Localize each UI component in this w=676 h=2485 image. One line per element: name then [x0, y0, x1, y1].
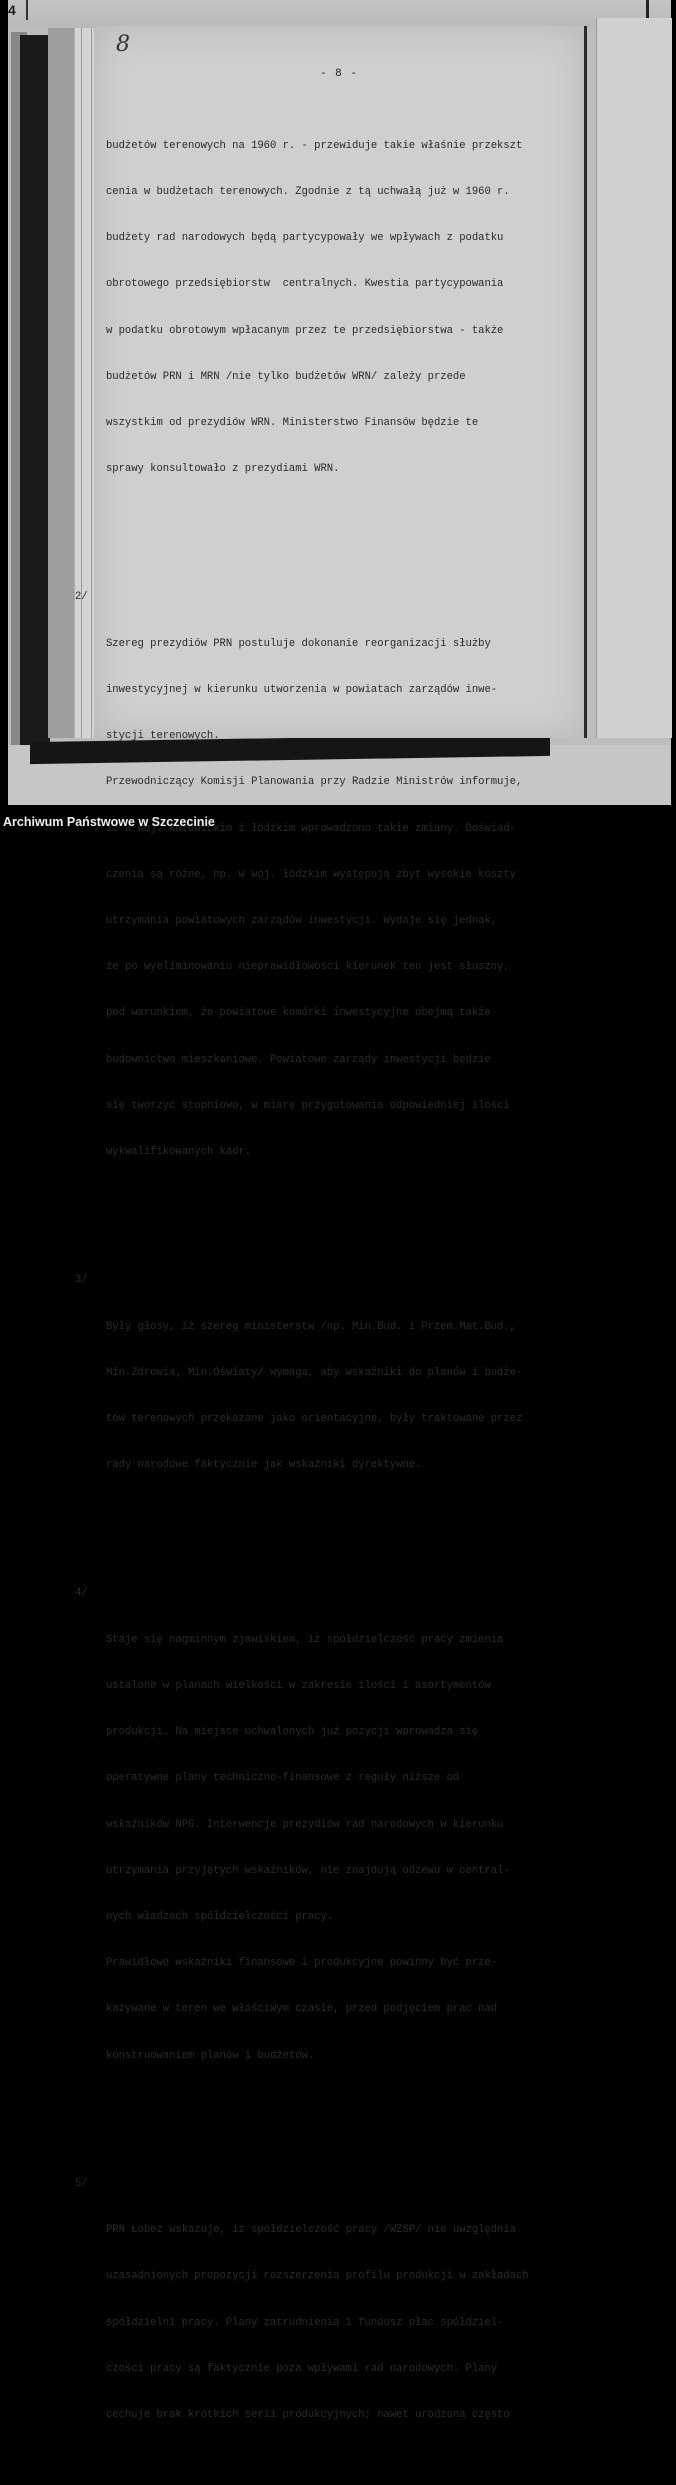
typed-page-number: - 8 - [319, 68, 358, 80]
text-line: uzasadnionych propozycji rozszerzenia profilu produkcji w zakładach [106, 2270, 529, 2283]
text-line: Szereg prezydiów PRN postuluje dokonanie reorganizacji służby [106, 637, 491, 650]
text-line: tów terenowych przekazane jako orientacyjne, były traktowane przez [106, 1412, 523, 1425]
text-line: cenia w budżetach terenowych. Zgodnie z tą uchwałą już w 1960 r. [106, 185, 510, 198]
numbered-item-5 [75, 2177, 591, 2454]
text-line: nych władzach spółdzielczości pracy. [106, 1910, 334, 1923]
item-number: 5/ [75, 2177, 88, 2190]
page-stack-edge [48, 28, 76, 738]
text-line: produkcji. Na miejsce uchwalonych już pozycji wprowadza się [106, 1726, 479, 1739]
text-line: budżetów PRN i MRN /nie tylko budżetów WRN/ zależy przede [106, 370, 466, 383]
text-line: rady narodowe faktycznie jak wskaźniki dyrektywne. [106, 1459, 422, 1472]
text-line: PRN Łobez wskazuje, iż spółdzielczość pracy /WZSP/ nie uwzględnia [106, 2224, 516, 2237]
page-edge-line [91, 28, 92, 738]
text-line: Min.Zdrowia, Min.Oświaty/ wymaga, aby wskaźniki do planów i budże- [106, 1366, 523, 1379]
frame-divider-right [646, 0, 649, 18]
text-line: Były głosy, iż szereg ministerstw /np. Min.Bud. i Przem.Mat.Bud., [106, 1320, 516, 1333]
text-line: że po wyeliminowaniu nieprawidłowości kierunek ten jest słuszny, [106, 961, 510, 974]
archive-caption: Archiwum Państwowe w Szczecinie [3, 815, 215, 829]
text-line: pod warunkiem, że powiatowe komórki inwestycyjne obejmą także [106, 1007, 491, 1020]
text-line: wykwalifikowanych kadr. [106, 1146, 252, 1159]
text-line: utrzymania przyjętych wskaźników, nie znajdują odzewu w central- [106, 1864, 510, 1877]
text-line: Staje się nagminnym zjawiskiem, iż spółdzielczość pracy zmienia [106, 1633, 504, 1646]
frame-divider-left [26, 0, 28, 20]
binding-shadow [20, 35, 50, 760]
handwritten-page-number: 8 [116, 32, 130, 57]
adjacent-page [596, 18, 672, 738]
intro-paragraph [106, 108, 591, 509]
numbered-item-3 [75, 1273, 591, 1504]
text-line: operatywne plany techniczno-finansowe z reguły niższe od [106, 1772, 460, 1785]
text-line: obrotowego przedsiębiorstw centralnych. Kwestia partycypowania [106, 278, 504, 291]
text-line: budownictwo mieszkaniowe. Powiatowe zarządy inwestycji będzie [106, 1053, 491, 1066]
text-line: spółdzielni pracy. Plany zatrudnienia i fundusz płac spółdziel- [106, 2316, 504, 2329]
text-line: czenia są różne, np. w woj. łódzkim występują zbyt wysokie koszty [106, 868, 516, 881]
text-line: konstruowaniem planów i budżetów. [106, 2049, 315, 2062]
numbered-item-2 [75, 590, 591, 1191]
text-line: w podatku obrotowym wpłacanym przez te przedsiębiorstwa - także [106, 324, 504, 337]
text-line: budżetów terenowych na 1960 r. - przewiduje takie właśnie przekszt [106, 139, 523, 152]
numbered-item-4 [75, 1586, 591, 2094]
text-line: sprawy konsultowało z prezydiami WRN. [106, 463, 340, 476]
corner-frame-number: 4 [8, 2, 16, 18]
item-number: 2/ [75, 591, 88, 604]
text-line: inwestycyjnej w kierunku utworzenia w powiatach zarządów inwe- [106, 683, 498, 696]
text-line: kazywane w teren we właściwym czasie, przed podjęciem prac nad [106, 2003, 498, 2016]
text-line: iż w woj. katowickim i łódzkim wprowadzono takie zmiany. Doświad- [106, 822, 516, 835]
document-body [75, 77, 591, 2485]
text-line: budżety rad narodowych będą partycypowały we wpływach z podatku [106, 232, 504, 245]
text-line: Przewodniczący Komisji Planowania przy Radzie Ministrów informuje, [106, 776, 523, 789]
text-line: utrzymania powiatowych zarządów inwestycji. Wydaje się jednak, [106, 914, 498, 927]
page-edge-line [81, 28, 82, 738]
text-line: stycji terenowych. [106, 730, 220, 743]
scan-top-edge [8, 0, 671, 28]
item-number: 4/ [75, 1587, 88, 1600]
text-line: się tworzyć stopniowo, w miarę przygotowania odpowiedniej ilości [106, 1099, 510, 1112]
text-line: cechuje brak krótkich serii produkcyjnych; nawet urodzona często [106, 2408, 510, 2421]
text-line: czości pracy są faktycznie poza wpływami rad narodowych. Plany [106, 2362, 498, 2375]
item-number: 3/ [75, 1274, 88, 1287]
text-line: wskaźników NPG. Interwencje prezydiów rad narodowych w kierunku [106, 1818, 504, 1831]
text-line: ustalone w planach wielkości w zakresie ilości i asortymentów [106, 1679, 491, 1692]
text-line: wszystkim od prezydiów WRN. Ministerstwo Finansów będzie te [106, 416, 479, 429]
text-line: Prawidłowe wskaźniki finansowe i produkcyjne powinny być prze- [106, 1957, 498, 1970]
